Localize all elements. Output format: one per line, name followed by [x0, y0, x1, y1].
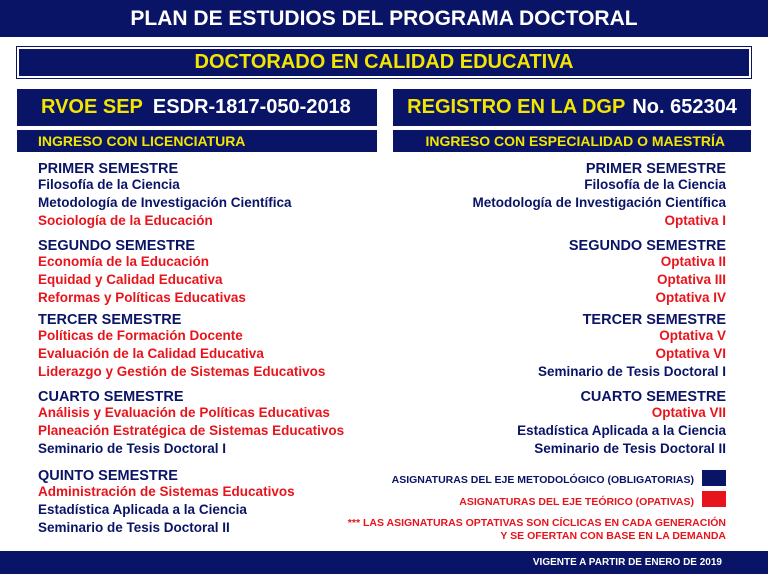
legend-teorico-swatch — [702, 491, 726, 507]
left-semester-5 — [38, 468, 295, 536]
semester-title: TERCER SEMESTRE — [582, 312, 726, 328]
semester-title: CUARTO SEMESTRE — [580, 389, 726, 405]
course-item: Evaluación de la Calidad Educativa — [38, 346, 264, 361]
optativas-note — [348, 517, 726, 543]
course-item: Optativa I — [664, 213, 726, 228]
course-item: Estadística Aplicada a la Ciencia — [38, 502, 247, 517]
left-semester-3 — [38, 312, 325, 380]
course-item: Filosofía de la Ciencia — [38, 177, 180, 192]
rvoe-banner — [17, 89, 377, 126]
course-item: Filosofía de la Ciencia — [584, 177, 726, 192]
right-column-heading: INGRESO CON ESPECIALIDAD O MAESTRÍA — [393, 130, 751, 152]
semester-title: PRIMER SEMESTRE — [585, 161, 726, 177]
course-item: Administración de Sistemas Educativos — [38, 484, 295, 499]
program-name: DOCTORADO EN CALIDAD EDUCATIVA — [17, 47, 751, 78]
left-semester-2 — [38, 238, 246, 306]
course-item: Planeación Estratégica de Sistemas Educativos — [38, 423, 345, 438]
course-item: Estadística Aplicada a la Ciencia — [517, 423, 726, 438]
left-semester-4 — [38, 389, 344, 457]
course-item: Políticas de Formación Docente — [38, 328, 243, 343]
dgp-banner — [393, 89, 751, 126]
course-item: Optativa VII — [651, 405, 726, 420]
course-item: Metodología de Investigación Científica — [472, 195, 726, 210]
note-line-2: Y SE OFERTAN CON BASE EN LA DEMANDA — [500, 530, 726, 542]
dgp-label: REGISTRO EN LA DGP — [407, 96, 626, 118]
course-item: Metodología de Investigación Científica — [38, 195, 292, 210]
right-semester-1 — [472, 161, 726, 229]
course-item: Seminario de Tesis Doctoral I — [38, 441, 227, 456]
left-column-heading: INGRESO CON LICENCIATURA — [17, 130, 377, 152]
rvoe-value: ESDR-1817-050-2018 — [152, 96, 351, 118]
note-line-1: *** LAS ASIGNATURAS OPTATIVAS SON CÍCLICAS EN CADA GENERACIÓN — [347, 517, 726, 529]
course-item: Reformas y Políticas Educativas — [38, 290, 246, 305]
course-item: Optativa III — [656, 272, 726, 287]
right-semester-2 — [569, 238, 726, 306]
semester-title: QUINTO SEMESTRE — [38, 468, 178, 484]
legend-teorico-label: ASIGNATURAS DEL EJE TEÓRICO (OPATIVAS) — [459, 496, 694, 508]
course-item: Optativa VI — [655, 346, 726, 361]
right-semester-3 — [538, 312, 726, 380]
validity-footer: VIGENTE A PARTIR DE ENERO DE 2019 — [0, 551, 768, 574]
page-title: PLAN DE ESTUDIOS DEL PROGRAMA DOCTORAL — [0, 0, 768, 37]
semester-title: CUARTO SEMESTRE — [38, 389, 184, 405]
course-item: Optativa IV — [655, 290, 726, 305]
rvoe-label: RVOE SEP — [41, 96, 143, 118]
semester-title: SEGUNDO SEMESTRE — [568, 238, 726, 254]
semester-title: TERCER SEMESTRE — [38, 312, 182, 328]
left-semester-1 — [38, 161, 292, 229]
course-item: Optativa V — [659, 328, 726, 343]
course-item: Optativa II — [660, 254, 726, 269]
course-item: Sociología de la Educación — [38, 213, 213, 228]
course-item: Equidad y Calidad Educativa — [38, 272, 223, 287]
right-semester-4 — [517, 389, 726, 457]
course-item: Seminario de Tesis Doctoral I — [537, 364, 726, 379]
course-item: Economía de la Educación — [38, 254, 210, 269]
dgp-value: No. 652304 — [632, 96, 737, 118]
course-item: Seminario de Tesis Doctoral II — [38, 520, 230, 535]
legend-metodologico-label: ASIGNATURAS DEL EJE METODOLÓGICO (OBLIGATORIAS) — [391, 474, 694, 486]
course-item: Seminario de Tesis Doctoral II — [534, 441, 726, 456]
legend-metodologico-swatch — [702, 470, 726, 486]
semester-title: PRIMER SEMESTRE — [38, 161, 179, 177]
semester-title: SEGUNDO SEMESTRE — [38, 238, 196, 254]
course-item: Liderazgo y Gestión de Sistemas Educativos — [38, 364, 326, 379]
course-item: Análisis y Evaluación de Políticas Educativas — [38, 405, 330, 420]
